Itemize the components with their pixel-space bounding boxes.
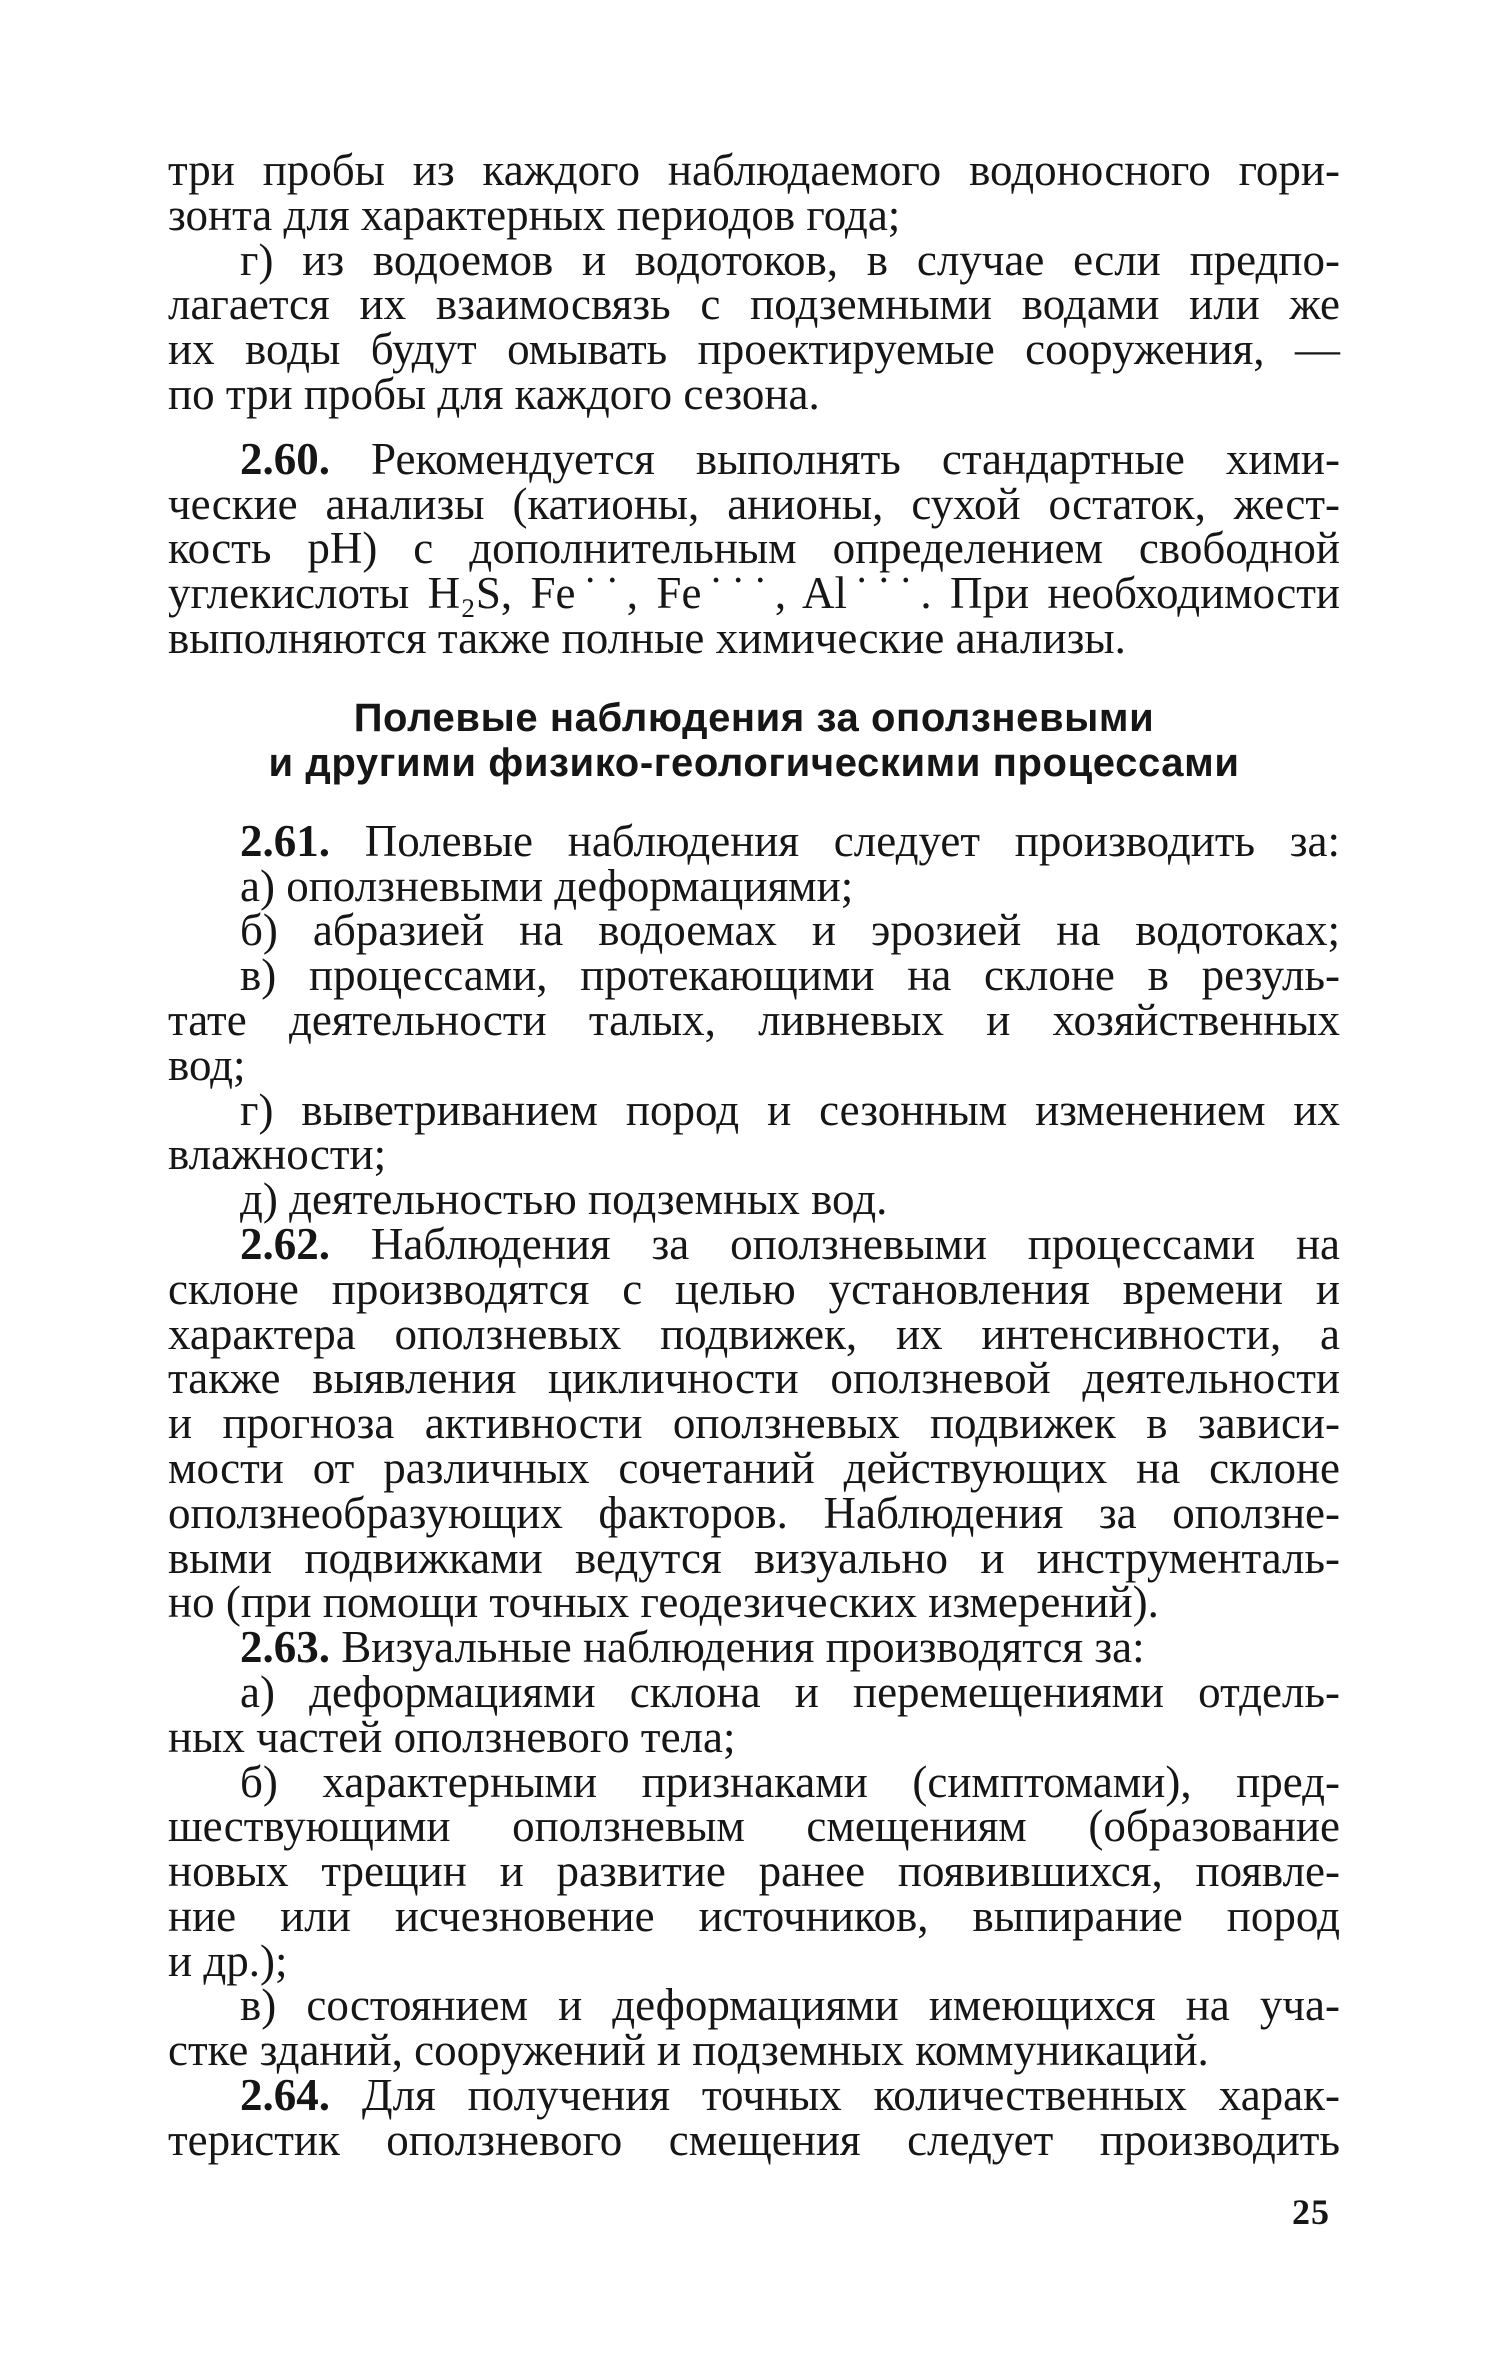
text-line [168,2070,1340,2121]
list-item: а) оползневыми деформациями; [240,860,854,911]
text-line [168,815,1340,866]
text-line: но (при помощи точных геодезических измерений). [168,1577,1159,1628]
text-line: кость pH) с дополнительным определением свободной [168,523,1340,574]
text-line: лагается их взаимосвязь с подземными водами или же [168,279,1340,330]
text-line: г) из водоемов и водотоков, в случае если предпо- [240,234,1340,285]
text-line: выполняются также полные химические анализы. [168,612,1126,663]
text-line: влажности; [168,1129,387,1180]
item-g-water-bodies [168,234,1340,419]
paragraph-2-60 [168,433,1340,663]
text-line: три пробы из каждого наблюдаемого водоносного гори- [168,145,1340,195]
page-number: 25 [1292,2192,1330,2232]
list-item: д) деятельностью подземных вод. [240,1174,888,1225]
text-span: Полевые наблюдения следует производить за: [330,815,1340,866]
text-line: ных частей оползневого тела; [168,1711,736,1762]
paragraph-2-61 [168,815,1340,1225]
list-item: в) состоянием и деформациями имеющихся на уча- [240,1980,1340,2031]
heading-line: Полевые наблюдения за оползневыми [353,695,1155,740]
clause-number: 2.60. [240,433,330,484]
text-line: также выявления цикличности оползневой деятельности [168,1353,1340,1404]
text-line [168,433,1340,484]
text-line [168,1218,1340,1269]
text-line: склоне производятся с целью установления времени и [168,1263,1340,1314]
text-line: углекислоты H₂S, Fe˙˙, Fe˙˙˙, Al˙˙˙. При необходимости [168,568,1340,619]
text-line: и прогноза активности оползневых подвижек в зависи- [168,1398,1340,1449]
text-line: теристик оползневого смещения следует производить [168,2114,1340,2165]
list-item: в) процессами, протекающими на склоне в резуль- [240,950,1340,1001]
text-line: их воды будут омывать проектируемые сооружения, — [168,324,1340,375]
text-span: Визуальные наблюдения производятся за: [330,1622,1145,1673]
clause-number: 2.63. [240,1622,330,1673]
text-line: шествующими оползневым смещениям (образование [168,1801,1340,1852]
list-item: г) выветриванием пород и сезонным изменением их [240,1084,1340,1135]
text-line: тате деятельности талых, ливневых и хозяйственных [168,994,1340,1045]
text-line: характера оползневых подвижек, их интенсивности, а [168,1308,1340,1359]
text-line: ние или исчезновение источников, выпирание пород [168,1890,1340,1941]
text-line: по три пробы для каждого сезона. [168,368,820,419]
clause-number: 2.62. [240,1218,330,1269]
text-line: вод; [168,1039,246,1090]
text-line: зонта для характерных периодов года; [168,189,901,240]
text-line: выми подвижками ведутся визуально и инструменталь- [168,1532,1340,1583]
text-span: Для получения точных количественных харак- [330,2070,1340,2121]
paragraph-2-62 [168,1218,1340,1628]
text-line: новых трещин и развитие ранее появившихся, появле- [168,1846,1340,1897]
clause-number: 2.61. [240,815,330,866]
heading-line: и другими физико-геологическими процессами [268,740,1240,785]
list-item: б) характерными признаками (симптомами), пред- [240,1756,1340,1807]
paragraph-2-63 [168,1622,1340,2076]
page-body [168,145,1340,2165]
text-line [168,1622,1340,1673]
clause-number: 2.64. [240,2070,330,2121]
text-span: Наблюдения за оползневыми процессами на [330,1218,1340,1269]
text-line: стке зданий, сооружений и подземных коммуникаций. [168,2025,1209,2076]
text-span: Рекомендуется выполнять стандартные хими- [330,433,1340,484]
text-line: мости от различных сочетаний действующих на склоне [168,1442,1340,1493]
section-heading [168,696,1340,786]
text-line: оползнеобразующих факторов. Наблюдения за оползне- [168,1487,1340,1538]
continuation-paragraph [168,145,1340,240]
text-line: ческие анализы (катионы, анионы, сухой остаток, жест- [168,478,1340,529]
text-line: и др.); [168,1935,288,1986]
paragraph-2-64 [168,2070,1340,2165]
list-item: б) абразией на водоемах и эрозией на водотоках; [240,905,1340,956]
list-item: а) деформациями склона и перемещениями отдель- [240,1666,1340,1717]
